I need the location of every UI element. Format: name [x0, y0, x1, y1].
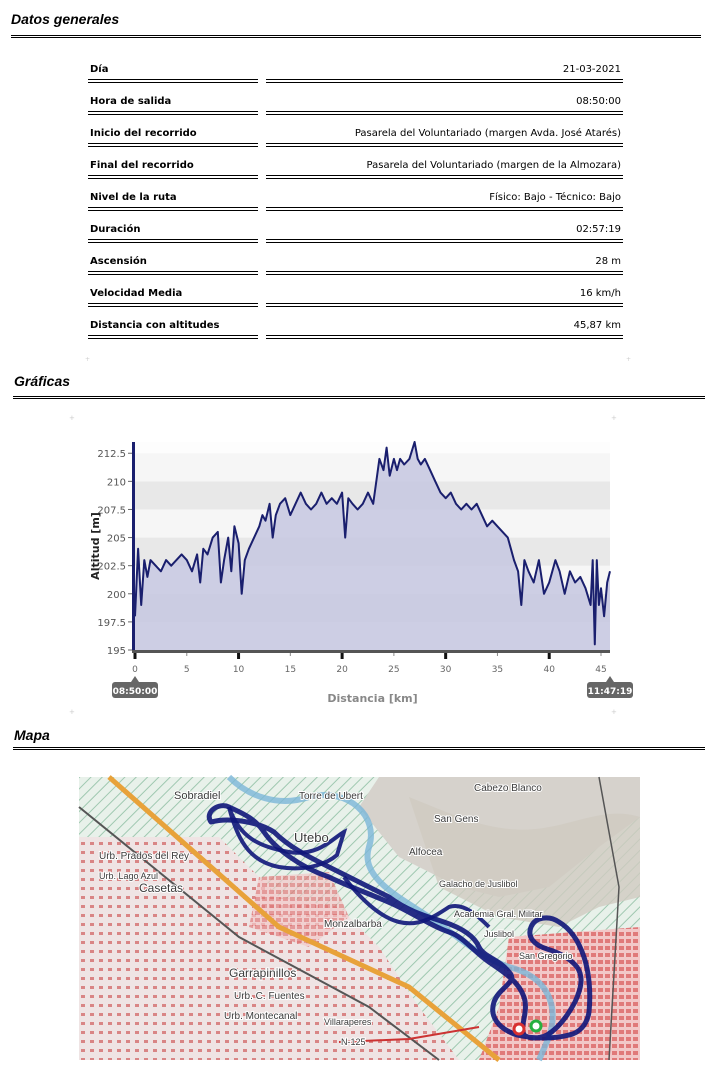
- value-underline: [266, 111, 623, 115]
- map-place-label: Monzalbarba: [324, 919, 382, 930]
- x-tick-label: 15: [284, 665, 297, 675]
- x-tick-label: 10: [232, 665, 245, 675]
- section-divider: [13, 747, 705, 750]
- value-underline: [266, 175, 623, 179]
- value-underline: [266, 143, 623, 147]
- map-place-label: N-125: [341, 1037, 366, 1047]
- corner-marker: +: [611, 414, 617, 422]
- map-place-label: Urb. C. Fuentes: [234, 991, 305, 1002]
- map-place-label: Sobradiel: [174, 790, 221, 802]
- section-title-charts: Gráficas: [14, 373, 71, 389]
- label-underline: [88, 207, 258, 211]
- label-underline: [88, 79, 258, 83]
- y-axis-title: Altitud [m]: [89, 512, 102, 580]
- info-row: [88, 185, 623, 217]
- corner-marker: +: [611, 708, 617, 716]
- label-underline: [88, 303, 258, 307]
- info-row: [88, 121, 623, 153]
- start-time-badge: 08:50:00: [112, 687, 158, 697]
- y-tick-label: 205: [106, 533, 126, 545]
- map-place-label: Urb. Montecanal: [224, 1011, 298, 1022]
- route-map[interactable]: [79, 777, 640, 1060]
- route-map-svg[interactable]: [79, 777, 640, 1060]
- info-value: 28 m: [595, 256, 621, 267]
- y-axis-line: [132, 442, 135, 650]
- map-place-label: Urb. Prados del Rey: [99, 851, 190, 862]
- label-underline: [88, 143, 258, 147]
- map-place-label: Galacho de Juslibol: [439, 879, 518, 889]
- section-title-map: Mapa: [14, 727, 50, 743]
- y-tick-label: 202.5: [97, 561, 126, 573]
- info-value: Pasarela del Voluntariado (margen de la Almozara): [366, 160, 621, 171]
- x-axis-title: Distancia [km]: [327, 692, 418, 705]
- value-underline: [266, 303, 623, 307]
- grid-band: [135, 453, 610, 481]
- map-place-label: Villaraperes: [324, 1017, 372, 1027]
- y-tick-label: 200: [106, 589, 126, 601]
- end-time-badge: 11:47:19: [587, 687, 633, 697]
- x-tick-label: 20: [336, 665, 348, 675]
- map-place-label: Urb. Lago Azul: [99, 871, 159, 881]
- info-value: 16 km/h: [579, 288, 621, 299]
- info-label: Distancia con altitudes: [90, 320, 220, 331]
- x-tick-label: 35: [491, 665, 504, 675]
- info-row: [88, 57, 623, 89]
- label-underline: [88, 111, 258, 115]
- map-place-label: Utebo: [294, 830, 329, 845]
- y-tick-label: 195: [106, 646, 126, 657]
- map-place-label: Academia Gral. Militar: [454, 909, 543, 919]
- info-value: Pasarela del Voluntariado (margen Avda. José Atarés): [354, 128, 621, 139]
- info-label: Nivel de la ruta: [90, 192, 177, 203]
- label-underline: [88, 239, 258, 243]
- value-underline: [266, 79, 623, 83]
- section-divider: [13, 396, 705, 399]
- info-row: [88, 249, 623, 281]
- map-place-label: Garrapinillos: [229, 966, 297, 980]
- info-label: Duración: [90, 224, 141, 235]
- y-tick-label: 210: [106, 477, 126, 489]
- altitude-chart: [67, 410, 633, 716]
- info-value: 02:57:19: [576, 224, 621, 235]
- info-row: [88, 313, 623, 345]
- info-value: 45,87 km: [573, 320, 621, 331]
- label-underline: [88, 175, 258, 179]
- x-tick-label: 30: [439, 665, 452, 675]
- map-place-label: Juslibol: [484, 929, 515, 939]
- x-tick-label: 0: [132, 665, 138, 675]
- info-label: Día: [90, 64, 109, 75]
- value-underline: [266, 271, 623, 275]
- info-row: [88, 89, 623, 121]
- map-place-label: Alfocea: [409, 847, 443, 858]
- info-value: 21-03-2021: [562, 64, 621, 75]
- x-tick-label: 25: [388, 665, 400, 675]
- map-place-label: San Gens: [434, 814, 479, 825]
- info-row: [88, 281, 623, 313]
- info-label: Velocidad Media: [90, 288, 183, 299]
- section-title-general: Datos generales: [11, 11, 120, 27]
- info-label: Inicio del recorrido: [90, 128, 197, 139]
- x-tick-label: 40: [543, 665, 555, 675]
- corner-marker: +: [69, 708, 75, 716]
- info-value: 08:50:00: [576, 96, 621, 107]
- value-underline: [266, 207, 623, 211]
- info-label: Final del recorrido: [90, 160, 194, 171]
- label-underline: [88, 335, 258, 339]
- corner-marker: +: [85, 356, 91, 363]
- map-place-label: Torre de Ubert: [299, 791, 363, 802]
- value-underline: [266, 335, 623, 339]
- map-place-label: San Gregorio: [519, 951, 573, 961]
- end-marker: [514, 1024, 524, 1034]
- start-marker: [531, 1021, 541, 1031]
- x-tick-label: 5: [183, 665, 190, 675]
- corner-marker: +: [626, 356, 632, 363]
- info-value: Físico: Bajo - Técnico: Bajo: [489, 192, 621, 203]
- map-place-label: Cabezo Blanco: [474, 783, 542, 794]
- info-row: [88, 153, 623, 185]
- altitude-chart-svg: [67, 410, 633, 716]
- y-tick-label: 207.5: [97, 505, 126, 517]
- x-tick-label: 45: [595, 665, 607, 675]
- value-underline: [266, 239, 623, 243]
- y-tick-label: 212.5: [97, 449, 126, 461]
- y-tick-label: 197.5: [97, 617, 126, 629]
- x-axis-line: [132, 650, 610, 653]
- map-place-label: Casetas: [139, 881, 184, 895]
- info-label: Ascensión: [90, 256, 147, 267]
- info-label: Hora de salida: [90, 96, 172, 107]
- general-info-table: [88, 57, 623, 345]
- start-time-badge-pointer: [131, 676, 139, 682]
- corner-marker: +: [69, 414, 75, 422]
- section-divider: [11, 35, 701, 38]
- end-time-badge-pointer: [606, 676, 614, 682]
- label-underline: [88, 271, 258, 275]
- info-row: [88, 217, 623, 249]
